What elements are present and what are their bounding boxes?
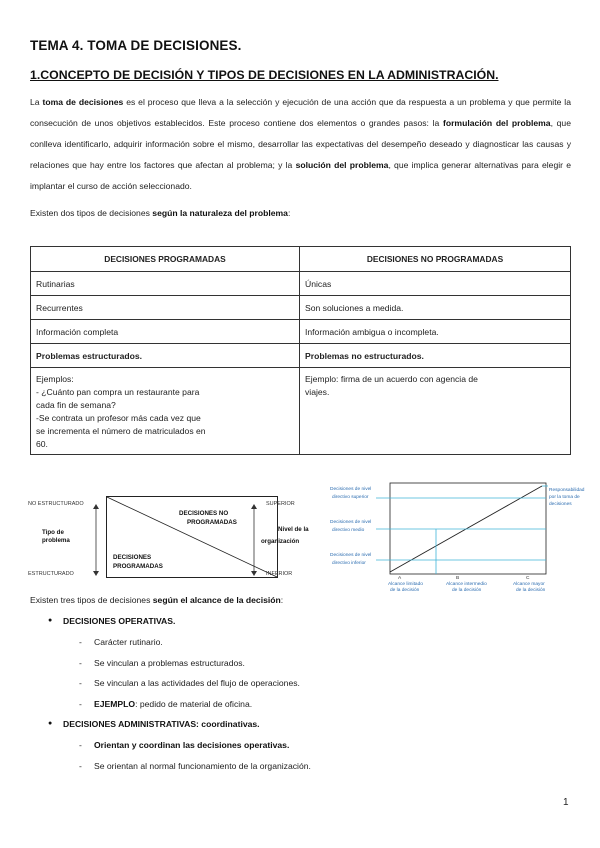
x-label-c-1: Alcance mayor — [513, 582, 545, 587]
table-cell: Rutinarias — [31, 272, 300, 296]
list-item: - Se vinculan a las actividades del flujo de operaciones. — [79, 675, 311, 696]
types-intro-paragraph: Existen dos tipos de decisiones según la naturaleza del problema: — [30, 208, 291, 218]
x-label-b-2: de la decisión — [452, 588, 482, 593]
operative-sublist — [79, 634, 311, 716]
intro-paragraph: La toma de decisiones es el proceso que lleva a la selección y ejecución de una acción que da respuesta a un problema y que permite la consecución de unos objetivos establecidos. Este proceso contiene dos elementos o grandes pasos: la formulación del problema, que conlleva identificarlo, adquirir información sobre el mismo, desarrollar las expectativas del desempeño deseado y diagnosticar las causas y relaciones que hay entre los factores que afectan al problema; y la solución del problema, que implica generar alternativas para elegir e implantar el curso de acción seleccionado. — [30, 97, 572, 191]
table-cell: Son soluciones a medida. — [300, 296, 571, 320]
table-cell: Recurrentes — [31, 296, 300, 320]
label-inferior: INFERIOR — [266, 571, 293, 577]
page-number: 1 — [563, 797, 569, 808]
table-cell-example-non-programmed: Ejemplo: firma de un acuerdo con agencia de viajes. — [300, 368, 571, 455]
label-non-programmed-2: PROGRAMADAS — [187, 519, 237, 526]
label-org-level-2: organización — [261, 538, 300, 545]
table-row — [31, 296, 571, 320]
right-axis-arrow — [250, 504, 258, 576]
x-label-a-1: Alcance limitado — [388, 582, 423, 587]
y-label-superior-1: Decisiones de nivel — [330, 487, 372, 492]
x-label-a: A — [398, 576, 402, 581]
list-item: - EJEMPLO: pedido de material de oficina. — [79, 696, 311, 717]
x-label-a-2: de la decisión — [390, 588, 420, 593]
table-row — [31, 272, 571, 296]
table-cell: Problemas no estructurados. — [300, 344, 571, 368]
page-title: TEMA 4. TOMA DE DECISIONES. — [30, 38, 242, 53]
problem-type-diagram — [28, 492, 318, 586]
table-header-non-programmed: DECISIONES NO PROGRAMADAS — [300, 247, 571, 272]
table-row — [31, 320, 571, 344]
table-cell: Información completa — [31, 320, 300, 344]
table-row-examples — [31, 368, 571, 455]
y-label-superior-2: directivo superior — [332, 495, 369, 500]
y-label-medium-1: Decisiones de nivel — [330, 520, 372, 525]
table-cell: Problemas estructurados. — [31, 344, 300, 368]
x-label-b-1: Alcance intermedio — [446, 582, 487, 587]
label-programmed-2: PROGRAMADAS — [113, 563, 163, 570]
table-cell: Información ambigua o incompleta. — [300, 320, 571, 344]
decision-types-table — [30, 246, 571, 455]
table-cell: Únicas — [300, 272, 571, 296]
decision-scope-diagram — [316, 478, 596, 598]
end-label-2: por la toma de — [549, 495, 580, 500]
table-row — [31, 344, 571, 368]
label-superior: SUPERIOR — [266, 501, 295, 507]
end-label-1: Responsabilidad — [549, 488, 585, 493]
label-org-level-1: Nivel de la — [278, 526, 309, 533]
decision-levels-list — [48, 613, 311, 778]
list-item: - Se vinculan a problemas estructurados. — [79, 655, 311, 676]
section-title: 1.CONCEPTO DE DECISIÓN Y TIPOS DE DECISIONES EN LA ADMINISTRACIÓN. — [30, 68, 499, 82]
x-label-c-2: de la decisión — [516, 588, 546, 593]
list-item: - Orientan y coordinan las decisiones operativas. — [79, 737, 311, 758]
sublist-wrapper — [48, 737, 311, 778]
list-item-operative: ● DECISIONES OPERATIVAS. — [48, 613, 311, 634]
end-label-3: decisiones — [549, 502, 572, 507]
x-label-c: C — [526, 576, 530, 581]
list-item-administrative: ● DECISIONES ADMINISTRATIVAS: coordinativas. — [48, 716, 311, 737]
label-structured: ESTRUCTURADO — [28, 571, 74, 577]
label-non-programmed-1: DECISIONES NO — [179, 510, 229, 517]
label-problem-type-1: Tipo de — [42, 529, 64, 536]
scope-intro-paragraph: Existen tres tipos de decisiones según el alcance de la decisión: — [30, 595, 284, 605]
y-label-inferior-2: directivo inferior — [332, 561, 366, 566]
list-item: - Se orientan al normal funcionamiento de la organización. — [79, 758, 311, 779]
list-item: - Carácter rutinario. — [79, 634, 311, 655]
x-label-b: B — [456, 576, 460, 581]
table-cell-example-programmed: Ejemplos: - ¿Cuánto pan compra un restaurante para cada fin de semana? -Se contrata un profesor más cada vez que se incrementa el número de matriculados en 60. — [31, 368, 300, 455]
sublist-wrapper — [48, 634, 311, 716]
y-label-medium-2: directivo medio — [332, 528, 365, 533]
table-header-programmed: DECISIONES PROGRAMADAS — [31, 247, 300, 272]
label-problem-type-2: problema — [42, 537, 70, 544]
label-programmed-1: DECISIONES — [113, 554, 152, 561]
table-header-row — [31, 247, 571, 272]
y-label-inferior-1: Decisiones de nivel — [330, 553, 372, 558]
administrative-sublist — [79, 737, 311, 778]
label-unstructured: NO ESTRUCTURADO — [28, 501, 84, 507]
left-axis-arrow — [92, 504, 100, 576]
